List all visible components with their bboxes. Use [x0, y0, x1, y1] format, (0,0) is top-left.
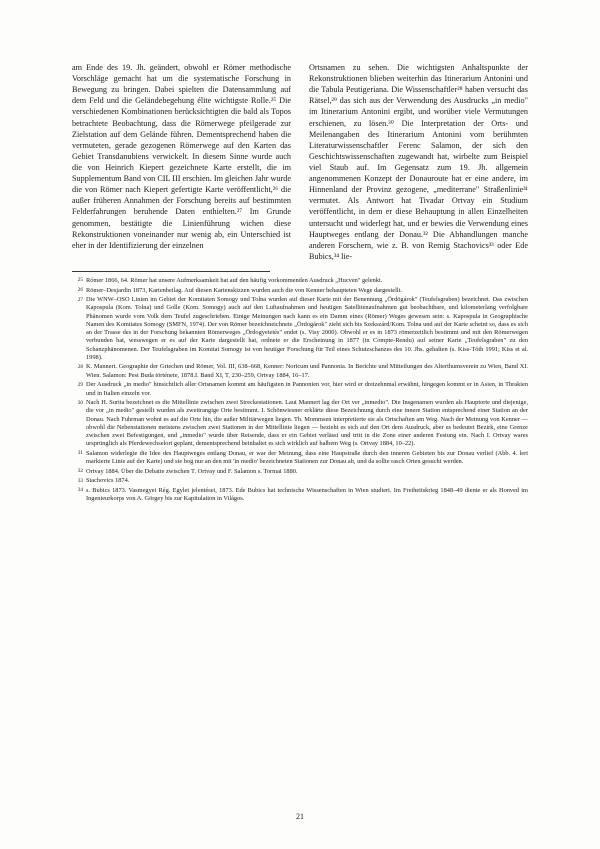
column-left	[72, 62, 291, 251]
footnote-text: Römer–Desjardin 1873, Kartenbeilag. Auf diesen Kartenskizzen wurden auch die von Kenner behaupteten Wege dargestellt.	[86, 286, 402, 294]
footnote-number: 30	[77, 399, 83, 406]
paragraph-right: Ortsnamen zu sehen. Die wichtigsten Anhaltspunkte der Rekonstruktionen blieben weiterhin das Itinerarium Antonini und die Tabula Peutigeriana. Die Wissenschaftler²⁸ haben versucht das Rätsel,²⁹ das sich aus der Verwendung des Ausdrucks „in medio" im Itinerarium Antonini ergibt, und worüber viele Vermutungen erschienen, zu lösen.³⁰ Die Interpretation der Orts- und Meilenangaben des Itinerarium Antonini vom berühmten Literaturwissenschaftler Ferenc Salamon, der sich den Geschichtswissenschaften zugewandt hat, wirbelte zum Beispiel viel Staub auf. Im Gegensatz zum 19. Jh. allgemein angenommenen Konzept der Donauroute hat er eine andere, im Hinnenland der Provinz gezogene, „mediterrane" Straßenlinie³¹ vermutet. Als Antwort hat Tivadar Ortvay ein Studium veröffentlicht, in dem er diese Behauptung in allen Einzelheiten untersucht und widerlegt hat, und er bewies die Verwendung eines Hauptweges entlang der Donau.³² Die Abhandlungen manche anderen Forschern, wie z. B. von Remig Stachovics³³ oder Ede Bubics,³⁴ lie-	[309, 63, 528, 261]
footnote-item	[72, 277, 528, 285]
footnote-text: Rómer 1866, 64. Römer hat unsere Aufmerksamkeit hat auf den häufig vorkommenden Ausdruck „Hucven" gelenkt.	[86, 276, 383, 284]
footnote-number: 33	[77, 477, 83, 484]
body-text-columns	[72, 62, 528, 262]
footnote-number: 27	[77, 296, 83, 303]
column-right	[309, 62, 528, 262]
footnote-list	[72, 277, 528, 504]
footnote-text: Stachovics 1874.	[86, 477, 130, 485]
footnote-text: Ortvay 1884. Über die Debatte zwischen T. Ortvay und F. Salamon s. Tormai 1880.	[86, 467, 298, 475]
footnote-text: Salamon widerlegte die Idee des Hauptweges entlang Donau, er war der Meinung, dass eine Haupstraße durch den inneren Gebieten bis zur Donau verlief (Abb. 4. lert markierte Linie auf der Karte) und sie bog nur an den mit 'in medio' bezeichneten Stationen zur Donau ab, und da sollte rasch Orten gesucht werden.	[86, 450, 528, 466]
footnote-item	[72, 468, 528, 476]
footnote-number: 31	[77, 450, 83, 457]
footnote-item	[72, 487, 528, 503]
page-number: 21	[296, 812, 304, 821]
footnote-number: 29	[77, 381, 83, 388]
footnote-text: Nach H. Surita bezeichnet es die Mittellinie zwischen zwei Streckestationen. Laut Mannert lag der Ort ver „inmedio". Die Insgenamen wurden als Hauptorte und diejenige, die vor „in medio" gestellt wurden als zweitrangige Orte bestimmt. I. Schönwiesner erklärte diese Bezeichnung durch eine innere Station entsprechend einer Station an der Donau. Nach Fuhrman wohnt es auf die Orte hin, die außer Militärwegen liegen. Th. Mommsen interpretierte sie als Ortschaften am Weg. Nach der Meinung von Kenner — obwohl die Nebenstationen meistens zwischen zwei Stationen in der Mittellinie liegen — bezieht es sich auf den Ort dem Ausdruck, aber es bedeutet Bezirk, eine Grenze zwischen zwei Befestigungen, und „inmedio" wurde über Reisende, dass er ein Gebiet verlässt und tritt in die Zone einer anderen Festung ein. Nach I. Ortvay wares ursprünglich als Pferdewechselort geplant, dementsprechend beinhaltet es sich wirklich auf halbem Weg (s. Ortvay 1884, 10–22).	[86, 399, 528, 448]
footnote-item	[72, 287, 528, 295]
footnote-item	[72, 381, 528, 397]
footnote-item	[72, 296, 528, 362]
footnote-number: 32	[77, 468, 83, 475]
footnote-item	[72, 399, 528, 448]
footnote-text: K. Mannert. Geographie der Griechen und Römer, Vol. III, 638–668, Kenner: Noricum und Pannonia. In Berichte und Mitteilungen des Alterthumsverein zu Wien, Band XI. Wien. Salamon: Pest Buda története, 1878.I. Band XI, T, 230–259, Ortvay 1884, 16–17.	[86, 363, 528, 379]
footnote-number: 25	[77, 277, 83, 284]
footnote-text: s. Bubics 1873. Vasmegyei Rég. Egylet jelentései, 1873. Ede Bubics hat technische Wissenschaften in Wien studiert. Im Freiheitskrieg 1848–49 diente er als Honved im Ingenieurkorps von A. Görgey bis zur Kapitulation in Világos.	[86, 487, 528, 503]
footnote-number: 26	[77, 286, 83, 293]
footnote-number: 34	[77, 487, 83, 494]
footnote-item	[72, 450, 528, 466]
footnote-number: 28	[77, 363, 83, 370]
paragraph-left: am Ende des 19. Jh. geändert, obwohl er Römer methodische Vorschläge gemacht hat um die systematische Forschung in Bewegung zu bringen. Dabei spielten die Datensammlung auf dem Feld und die Geländebegehung élite wichtigste Rolle.²⁵ Die verschiedenen Kombinationen berücksichtigten die bald als Topos betrachtete Beobachtung, dass die Römerwege pfeilgerade zur Zielstation auf dem Gelände führen. Dementsprechend haben die vermuteten, gerade gezogenen Römerwege auf den Karten das Gebiet Transdanubiens verwickelt. In diesem Sinne wurde auch die von Heinrich Kiepert gezeichnete Karte erstellt, die im Supplementum Band von CIL III erschien. Im gleichen Jahr wurde die von Römer nach Kiepert gefertigte Karte veröffentlicht,²⁶ die außer früheren Annahmen der Forschung bereits auf bestimmten Felderfahrungen beruhende Daten enthielten.²⁷ Im Grunde genommen, bestätigte die Linienführung wichen diese Rekonstruktionen voneinander nur wenig ab, ein Unterschied ist eher in der Identifizierung der einzelnen	[72, 63, 291, 250]
footnote-text: Der Ausdruck „in medio" hinsichtlich aller Ortsnamen kommt am häufigsten in Pannonien vor, hier wird er dreizehnmal erwähnt, hingegen kommt er in Asien, in Thrakien und in Italien einzeln vor.	[86, 381, 528, 397]
footnote-item	[72, 477, 528, 485]
footnote-text: Die WNW–OSO Linien im Gebiet der Komitaten Somogy und Tolna wurden auf dieser Karte mit der Benennung „Ördögárok" (Teufelsgraben) bezeichnet. Das zwischen Kapospula (Kom. Tolna) und Golle (Kom. Somogy) auch auf den Luftaufnahmen und heutigen Satellitenaufnahmen gut beobachtbare, und kilometerlang verfolgbare Phänomen wurde vom Volk dem Teufel zugeschrieben. Einige Meinungen nach kann es ein Damm eines (Römer) Weges gewesen sein: s. Kapospula in Geographische Namen des Komitates Somogy (SMFN, 1974). Der von Römer bezeichneichnete „Ördogárok" zieht sich bis Szekszárd/Kom. Tolna und auf der Karte scheint so, dass es sich an der Trasse des in der Forschung bekannten Römerweges „Ördogyetetés" endet (s. Visy 2000). Obwohl er es in 1873 römerzeitlich bestimmt und mit den Römerwegen verbunden hat, wesswegen er es auf der Karte dargestellt hat, ordnete er die Erscheinung in 1877 (in Compte-Rendu) auf seiner Karte „Teufelsgraben" zu den Schanzphänomenen. Der Teufelsgraben im Komitat Somogy ist von heutiger Forschung für Teil eines Schutzschanzes des 10. Jhs. gehalten (s. Kiss-Tóth 1991; Kiss et al. 1998).	[86, 296, 528, 361]
footnote-item	[72, 363, 528, 379]
footnote-separator	[72, 271, 270, 272]
